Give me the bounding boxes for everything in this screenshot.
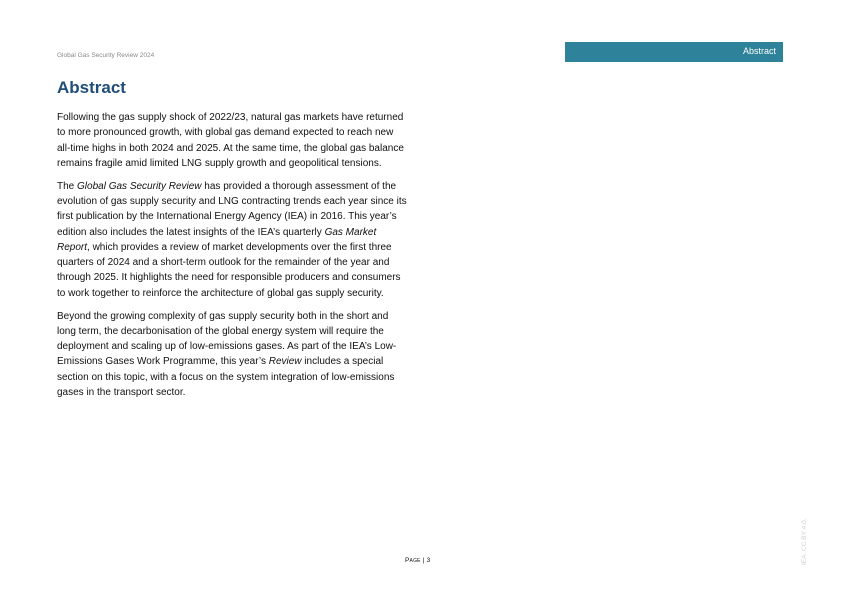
- paragraph-3-text-1: Beyond the growing complexity of gas supply security both in the short and long term, the decarbonisation of the global energy system will require the deployment and scaling up of low-emissions gases. As part of the IEA’s Low-Emissions Gases Work Programme, this year’s: [57, 310, 397, 368]
- paragraph-2-text-2: has provided a thorough assessment of the evolution of gas supply security and LNG contracting trends each year since its first publication by the International Energy Agency (IEA) in 2016. This year’s edition also includes the latest insights of the IEA’s quarterly: [57, 180, 407, 238]
- section-tab: Abstract: [565, 42, 783, 62]
- paragraph-3: [57, 309, 407, 401]
- publication-title-review: Review: [268, 356, 302, 368]
- paragraph-2: [57, 179, 407, 301]
- page-number-value: 3: [426, 557, 431, 564]
- license-notice: IEA. CC BY 4.0.: [801, 518, 808, 565]
- page-separator: |: [420, 557, 427, 564]
- paragraph-2-text-1: The: [57, 180, 78, 192]
- page-number: [405, 557, 430, 564]
- document-title-header: Global Gas Security Review 2024: [57, 52, 155, 59]
- page-label: Page: [405, 557, 421, 564]
- body-text: [57, 110, 407, 408]
- paragraph-2-text-3: , which provides a review of market developments over the first three quarters of 2024 and a short-term outlook for the remainder of the year and through 2025. It highlights the need for responsible producers and consumers to work together to reinforce the architecture of global gas supply security.: [57, 241, 401, 299]
- paragraph-3-text-2: includes a special section on this topic, with a focus on the system integration of low-emissions gases in the transport sector.: [57, 356, 395, 399]
- paragraph-1-text: Following the gas supply shock of 2022/23, natural gas markets have returned to more pronounced growth, with global gas demand expected to reach new all-time highs in both 2024 and 2025. At the same time, the global gas balance remains fragile amid limited LNG supply growth and geopolitical tensions.: [57, 112, 404, 169]
- paragraph-1: [57, 110, 407, 171]
- page-title: Abstract: [57, 78, 126, 97]
- publication-title-gas-market-report: Gas Market Report: [57, 226, 377, 253]
- publication-title-global-gas-security-review: Global Gas Security Review: [77, 180, 202, 192]
